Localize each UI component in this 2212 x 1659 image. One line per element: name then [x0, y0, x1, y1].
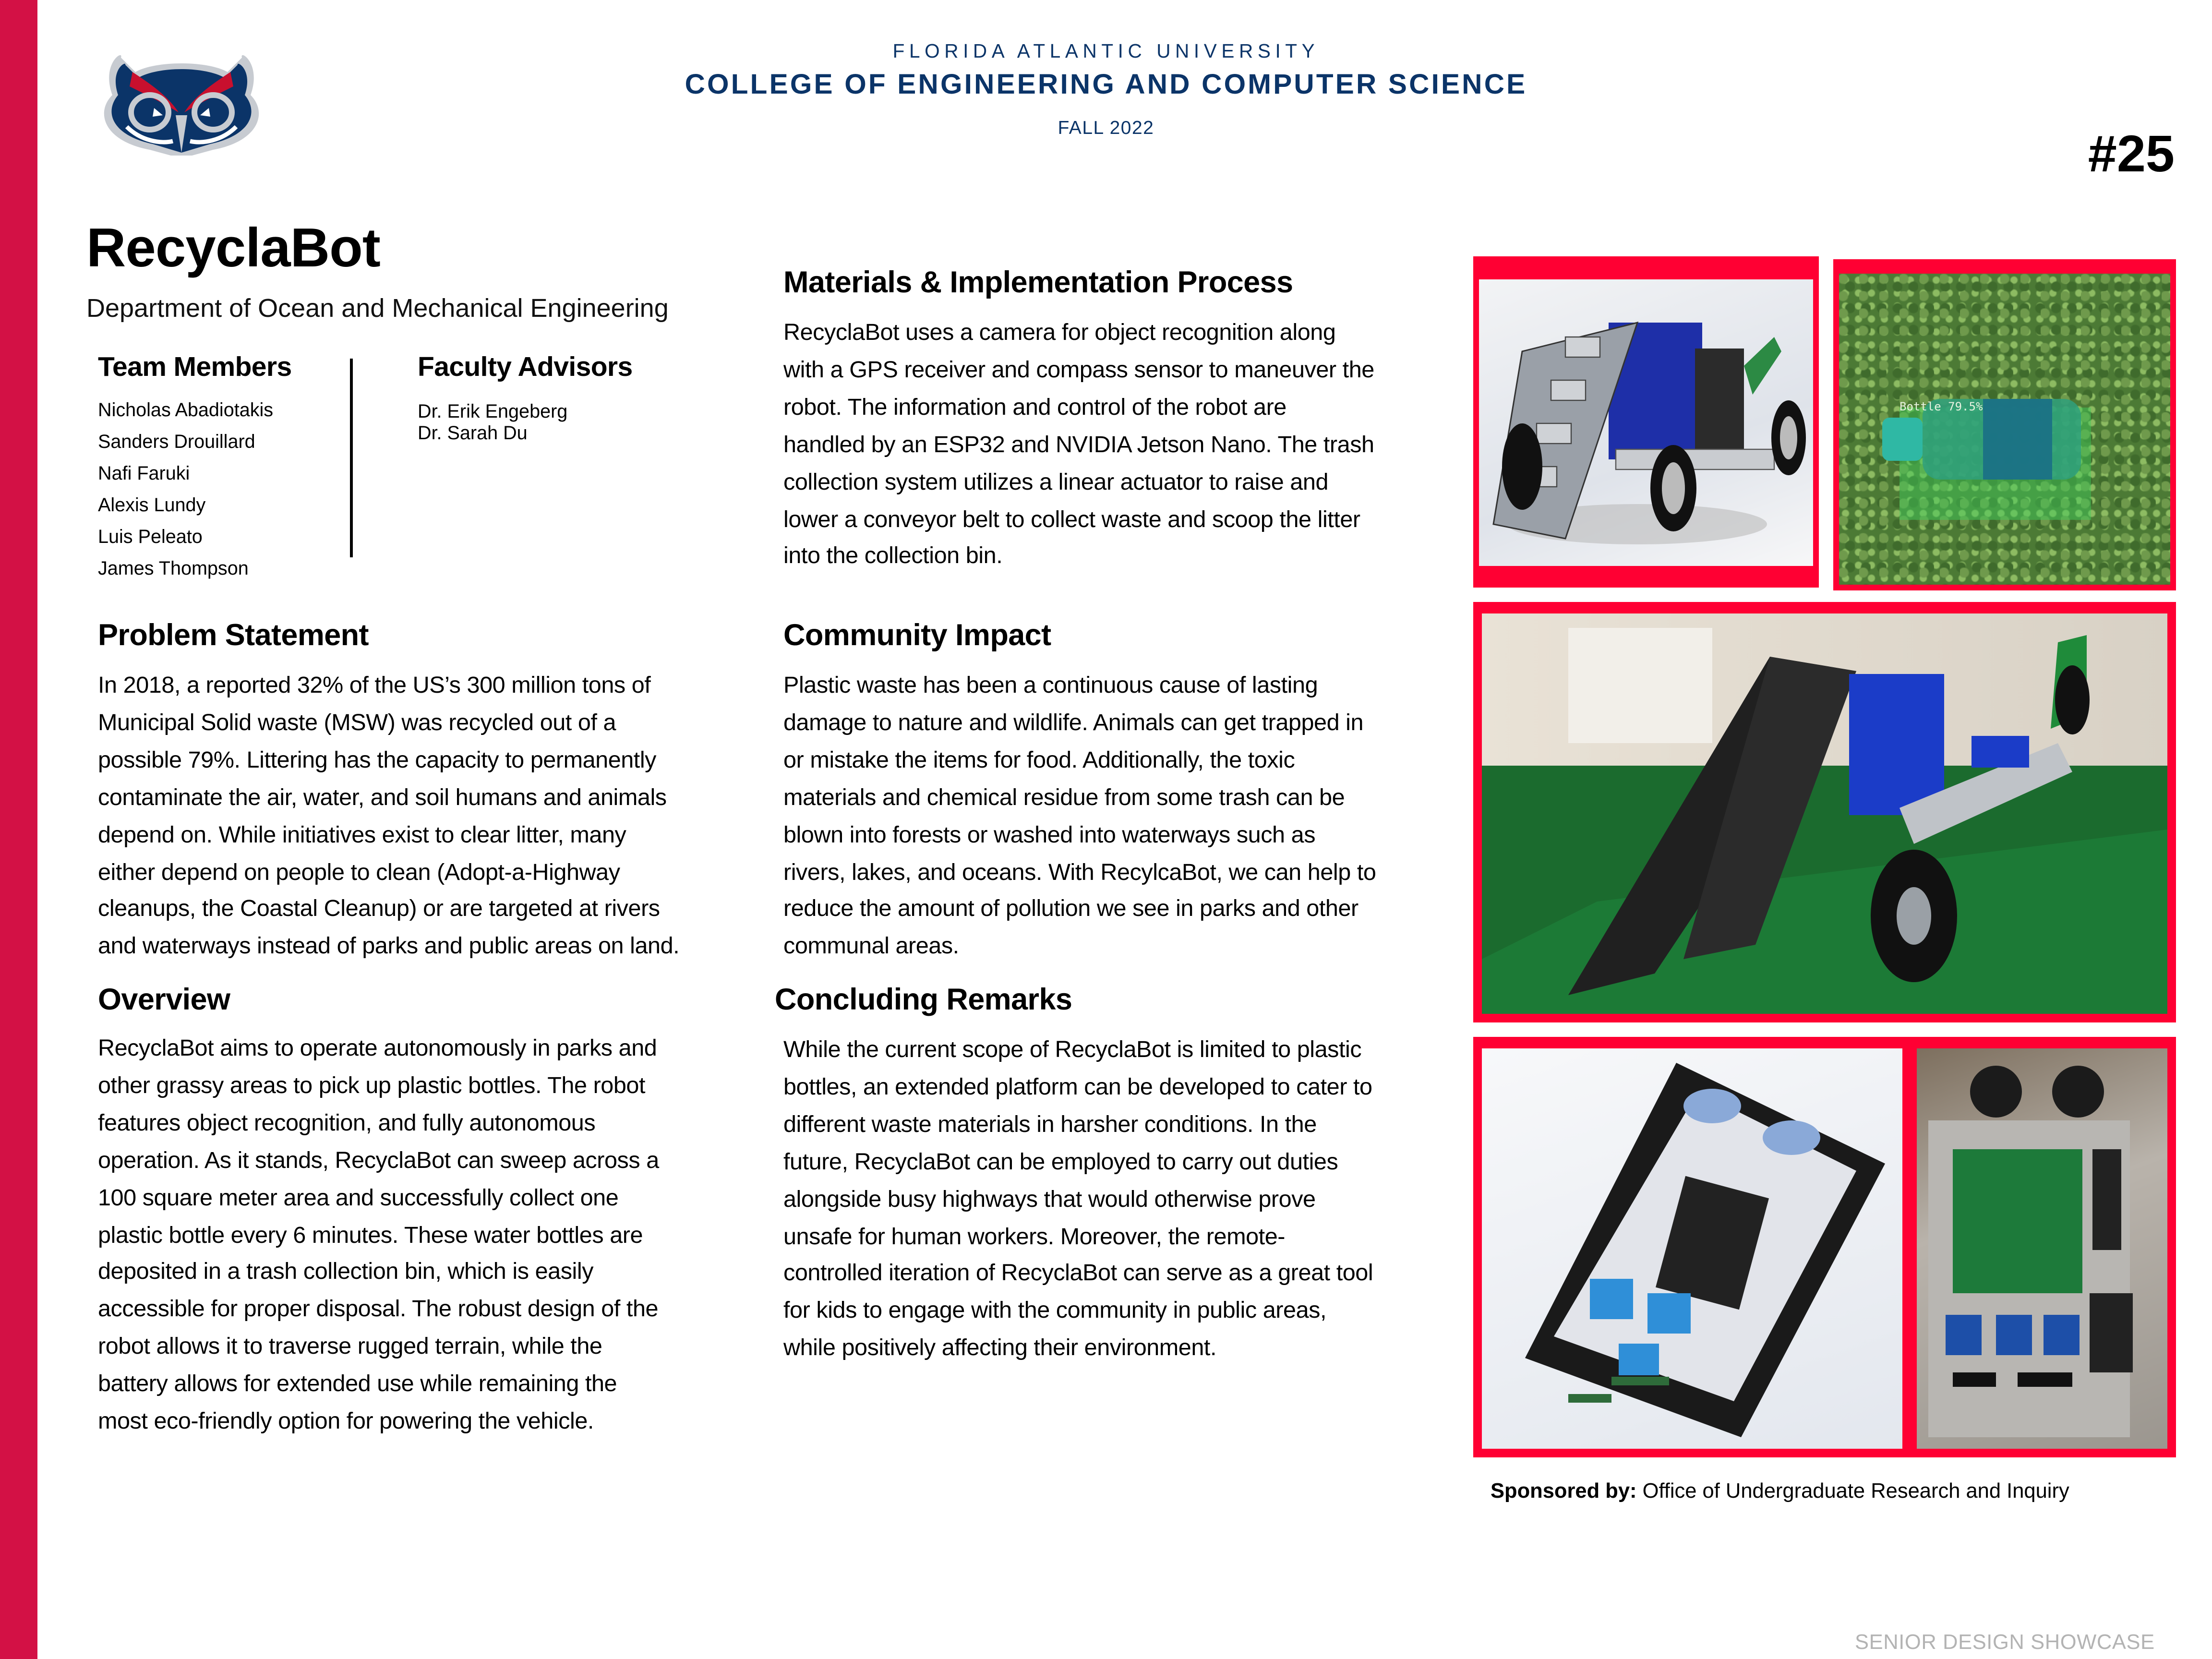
text-line: Municipal Solid waste (MSW) was recycled out of a	[98, 709, 616, 736]
text-line: and waterways instead of parks and public areas on land.	[98, 934, 680, 960]
text-line: damage to nature and wildlife. Animals can get trapped in	[783, 709, 1364, 736]
team-advisors-divider	[350, 359, 352, 557]
text-line: depend on. While initiatives exist to clear litter, many	[98, 821, 626, 848]
text-line: blown into forests or washed into waterways such as	[783, 821, 1316, 848]
text-line: robot. The information and control of the robot are	[783, 394, 1286, 421]
sponsor-name: Office of Undergraduate Research and Inquiry	[1642, 1480, 2069, 1503]
text-line: RecyclaBot uses a camera for object recognition along	[783, 320, 1336, 346]
footer-showcase-label: SENIOR DESIGN SHOWCASE	[1855, 1632, 2155, 1655]
text-line: bottles, an extended platform can be developed to cater to	[783, 1074, 1372, 1100]
text-line: different waste materials in harsher conditions. In the	[783, 1111, 1317, 1138]
text-line: into the collection bin.	[783, 543, 1003, 570]
electronics-box-photo-image	[1917, 1048, 2167, 1449]
text-line: with a GPS receiver and compass sensor to maneuver the	[783, 357, 1374, 383]
fau-owl-logo-icon	[92, 52, 271, 156]
bottle-detection-image	[1839, 274, 2170, 585]
text-line: lower a conveyor belt to collect waste and scoop the litter	[783, 506, 1360, 532]
community-impact-heading: Community Impact	[783, 619, 1051, 652]
text-line: deposited in a trash collection bin, which is easily	[98, 1259, 594, 1286]
text-line: Plastic waste has been a continuous cause of lasting	[783, 673, 1318, 698]
faculty-advisors-list	[418, 400, 567, 444]
text-line: unsafe for human workers. Moreover, the remote-	[783, 1223, 1286, 1250]
text-line: alongside busy highways that would otherwise prove	[783, 1186, 1316, 1212]
poster-number: #25	[2088, 124, 2175, 183]
text-line: controlled iteration of RecyclaBot can serve as a great tool	[783, 1261, 1373, 1287]
robot-photo-image	[1482, 613, 2167, 1014]
problem-statement-body	[98, 668, 679, 967]
project-title: RecyclaBot	[86, 219, 380, 279]
robot-photo-illustration	[1482, 613, 2167, 1014]
sponsor-label: Sponsored by:	[1491, 1480, 1637, 1503]
text-line: In 2018, a reported 32% of the US’s 300 million tons of	[98, 673, 651, 698]
text-line: robot allows it to traverse rugged terrain, while the	[98, 1334, 602, 1360]
electronics-box-photo-illustration	[1917, 1048, 2167, 1449]
text-line: most eco-friendly option for powering the vehicle.	[98, 1408, 594, 1435]
text-line: while positively affecting their environment.	[783, 1335, 1217, 1361]
sponsor-line	[1491, 1480, 2069, 1503]
team-members-heading: Team Members	[98, 353, 292, 383]
college-name: COLLEGE OF ENGINEERING AND COMPUTER SCIENCE	[685, 69, 1527, 101]
team-members-list	[98, 395, 273, 585]
text-line: battery allows for extended use while remaining the	[98, 1371, 617, 1397]
team-member: Nafi Faruki	[98, 462, 190, 484]
text-line: plastic bottle every 6 minutes. These water bottles are	[98, 1222, 643, 1248]
team-member: Nicholas Abadiotakis	[98, 399, 274, 421]
text-line: handled by an ESP32 and NVIDIA Jetson Nano. The trash	[783, 432, 1374, 458]
materials-body	[783, 315, 1374, 577]
text-line: operation. As it stands, RecyclaBot can sweep across a	[98, 1147, 659, 1174]
text-line: 100 square meter area and successfully collect one	[98, 1184, 619, 1211]
advisor-name: Dr. Sarah Du	[418, 422, 528, 444]
text-line: or mistake the items for food. Additionally, the toxic	[783, 747, 1295, 773]
team-member: Sanders Drouillard	[98, 431, 255, 452]
text-line: reduce the amount of pollution we see in parks and other	[783, 896, 1358, 923]
text-line: collection system utilizes a linear actuator to raise and	[783, 469, 1329, 495]
figure-electronics-box	[1473, 1037, 2176, 1457]
text-line: rivers, lakes, and oceans. With RecylcaBot, we can help to	[783, 859, 1376, 885]
text-line: possible 79%. Littering has the capacity to permanently	[98, 747, 657, 773]
text-line: accessible for proper disposal. The robust design of the	[98, 1297, 659, 1323]
faculty-advisors-heading: Faculty Advisors	[418, 353, 633, 383]
robot-cad-image	[1479, 279, 1813, 566]
figure-bottle-detection	[1833, 259, 2176, 590]
materials-heading: Materials & Implementation Process	[783, 266, 1293, 300]
overview-heading: Overview	[98, 984, 230, 1017]
figure-robot-cad	[1473, 256, 1819, 588]
text-line: cleanups, the Coastal Cleanup) or are targeted at rivers	[98, 896, 660, 923]
robot-cad-illustration	[1479, 279, 1813, 566]
text-line: for kids to engage with the community in public areas,	[783, 1298, 1327, 1324]
term-label: FALL 2022	[1058, 117, 1154, 138]
university-name: FLORIDA ATLANTIC UNIVERSITY	[892, 40, 1320, 62]
team-member: James Thompson	[98, 557, 249, 579]
text-line: future, RecyclaBot can be employed to carry out duties	[783, 1149, 1338, 1175]
electronics-box-cad-image	[1482, 1048, 1902, 1449]
text-line: While the current scope of RecyclaBot is limited to plastic	[783, 1037, 1362, 1063]
overview-body	[98, 1031, 659, 1442]
concluding-remarks-body	[783, 1033, 1373, 1368]
text-line: features object recognition, and fully autonomous	[98, 1110, 596, 1136]
electronics-box-cad-illustration	[1482, 1048, 1902, 1449]
department-name: Department of Ocean and Mechanical Engineering	[86, 294, 669, 323]
detected-bottle-illustration	[1839, 274, 2170, 585]
accent-side-bar	[0, 0, 37, 1659]
concluding-remarks-heading: Concluding Remarks	[775, 984, 1072, 1017]
figure-robot-photo	[1473, 602, 2176, 1022]
team-member: Luis Peleato	[98, 526, 203, 547]
advisor-name: Dr. Erik Engeberg	[418, 400, 568, 422]
text-line: contaminate the air, water, and soil humans and animals	[98, 784, 667, 811]
problem-statement-heading: Problem Statement	[98, 619, 369, 652]
text-line: either depend on people to clean (Adopt-a-Highway	[98, 859, 620, 885]
text-line: materials and chemical residue from some trash can be	[783, 784, 1345, 811]
community-impact-body	[783, 668, 1376, 967]
team-member: Alexis Lundy	[98, 494, 206, 516]
text-line: other grassy areas to pick up plastic bottles. The robot	[98, 1072, 646, 1099]
detection-label: Bottle 79.5%	[1899, 400, 1983, 413]
text-line: RecyclaBot aims to operate autonomously in parks and	[98, 1035, 657, 1061]
text-line: communal areas.	[783, 934, 959, 960]
